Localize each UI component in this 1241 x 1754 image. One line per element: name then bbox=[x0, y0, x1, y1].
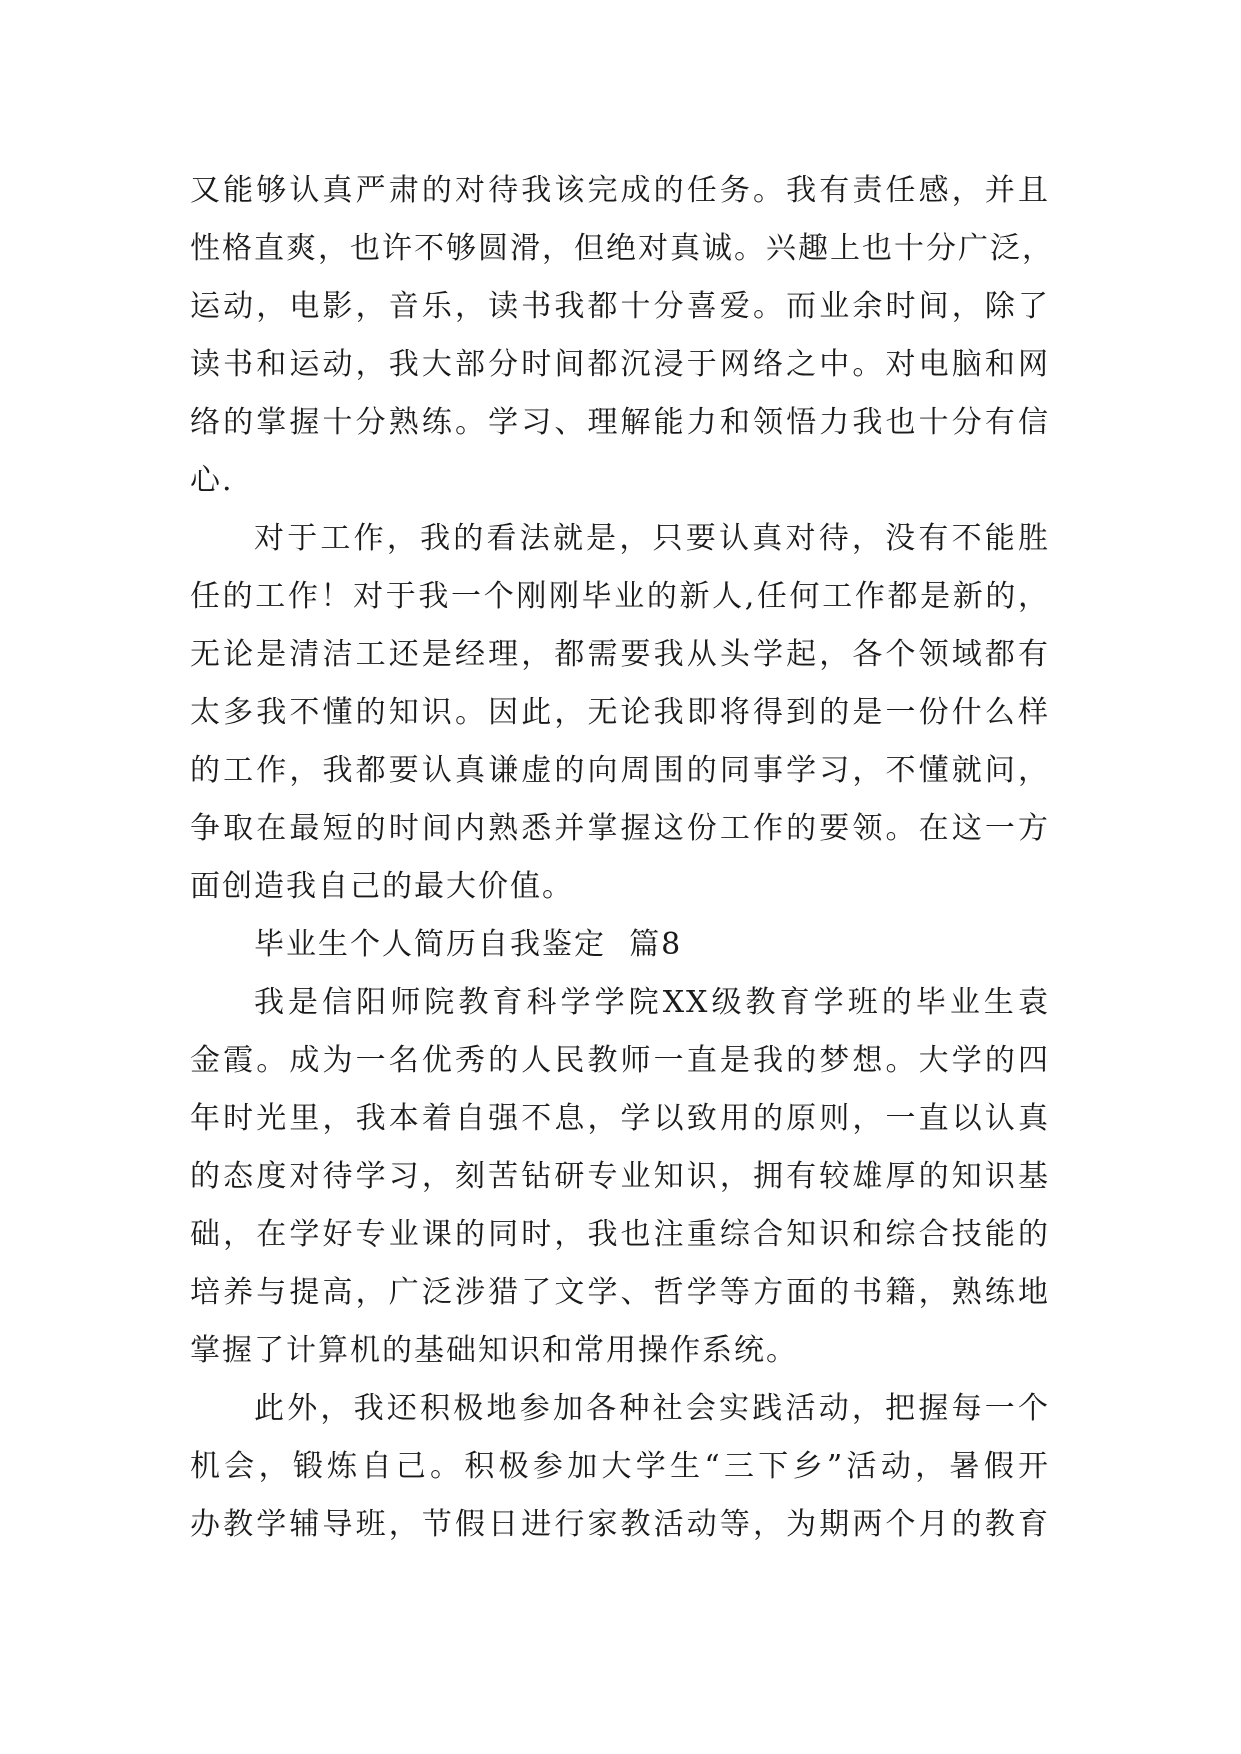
text-line-content: 又能够认真严肃的对待我该完成的任务。我有责任感，并且 bbox=[190, 173, 1050, 208]
text-line bbox=[190, 278, 1050, 336]
text-line bbox=[190, 510, 1050, 568]
text-line bbox=[190, 1264, 1050, 1322]
text-line bbox=[190, 1032, 1050, 1090]
document-body bbox=[190, 162, 1054, 1554]
text-line bbox=[190, 452, 1050, 510]
text-line-content: 的态度对待学习，刻苦钻研专业知识，拥有较雄厚的知识基 bbox=[190, 1159, 1050, 1194]
text-line-content: 无论是清洁工还是经理，都需要我从头学起，各个领域都有 bbox=[190, 637, 1050, 672]
text-line-content: 机会，锻炼自己。积极参加大学生“三下乡”活动，暑假开 bbox=[190, 1449, 1050, 1484]
text-line-content: 运动，电影，音乐，读书我都十分喜爱。而业余时间，除了 bbox=[190, 289, 1050, 324]
text-line-content: 办教学辅导班，节假日进行家教活动等，为期两个月的教育 bbox=[190, 1507, 1050, 1542]
text-line-content: 面创造我自己的最大价值。 bbox=[190, 869, 574, 904]
text-line-content: 金霞。成为一名优秀的人民教师一直是我的梦想。大学的四 bbox=[190, 1043, 1050, 1078]
text-line bbox=[190, 1148, 1050, 1206]
text-line-content: 任的工作！对于我一个刚刚毕业的新人,任何工作都是新的， bbox=[190, 579, 1050, 614]
text-line-content: 争取在最短的时间内熟悉并掌握这份工作的要领。在这一方 bbox=[190, 811, 1050, 846]
text-line-content: 性格直爽，也许不够圆滑，但绝对真诚。兴趣上也十分广泛， bbox=[190, 231, 1054, 266]
text-line-content: 太多我不懂的知识。因此，无论我即将得到的是一份什么样 bbox=[190, 695, 1050, 730]
heading-text: 毕业生个人简历自我鉴定 篇8 bbox=[254, 927, 683, 962]
text-line-content: 我是信阳师院教育科学学院XX级教育学班的毕业生袁 bbox=[254, 985, 1050, 1020]
text-line-content: 络的掌握十分熟练。学习、理解能力和领悟力我也十分有信 bbox=[190, 405, 1050, 440]
paragraph-3 bbox=[190, 974, 1050, 1380]
text-line bbox=[190, 162, 1050, 220]
paragraph-1 bbox=[190, 162, 1054, 510]
text-line-content: 年时光里，我本着自强不息，学以致用的原则，一直以认真 bbox=[190, 1101, 1050, 1136]
text-line-content: 掌握了计算机的基础知识和常用操作系统。 bbox=[190, 1333, 798, 1368]
text-line bbox=[190, 684, 1050, 742]
section-heading bbox=[190, 916, 1050, 974]
text-line bbox=[190, 626, 1050, 684]
text-line bbox=[190, 1496, 1050, 1554]
text-line bbox=[190, 1206, 1050, 1264]
text-line bbox=[190, 1322, 1050, 1380]
text-line bbox=[190, 394, 1050, 452]
text-line bbox=[190, 858, 1050, 916]
text-line bbox=[190, 220, 1054, 278]
text-line-content: 心. bbox=[190, 463, 234, 498]
text-line-content: 培养与提高，广泛涉猎了文学、哲学等方面的书籍，熟练地 bbox=[190, 1275, 1050, 1310]
text-line bbox=[190, 1380, 1050, 1438]
text-line-content: 的工作，我都要认真谦虚的向周围的同事学习，不懂就问， bbox=[190, 753, 1050, 788]
text-line bbox=[190, 742, 1050, 800]
text-line-content: 读书和运动，我大部分时间都沉浸于网络之中。对电脑和网 bbox=[190, 347, 1050, 382]
text-line-content: 础，在学好专业课的同时，我也注重综合知识和综合技能的 bbox=[190, 1217, 1050, 1252]
text-line bbox=[190, 568, 1050, 626]
text-line-content: 对于工作，我的看法就是，只要认真对待，没有不能胜 bbox=[254, 521, 1050, 556]
text-line bbox=[190, 1090, 1050, 1148]
heading-line bbox=[190, 916, 1050, 974]
paragraph-2 bbox=[190, 510, 1050, 916]
text-line bbox=[190, 800, 1050, 858]
paragraph-4 bbox=[190, 1380, 1050, 1554]
text-line-content: 此外，我还积极地参加各种社会实践活动，把握每一个 bbox=[254, 1391, 1050, 1426]
text-line bbox=[190, 1438, 1050, 1496]
text-line bbox=[190, 336, 1050, 394]
text-line bbox=[190, 974, 1050, 1032]
